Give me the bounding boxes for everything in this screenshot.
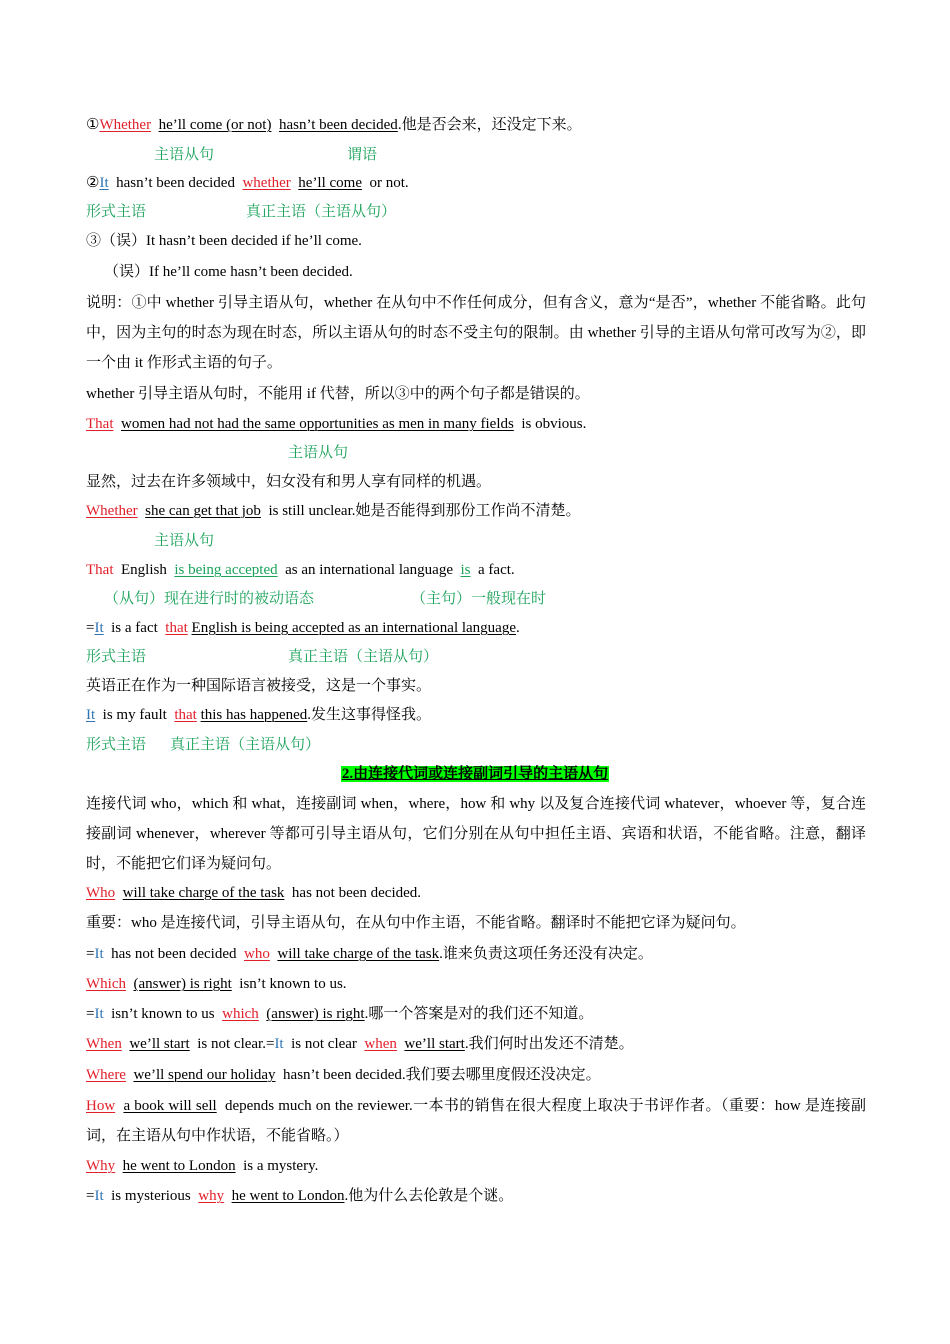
example-sentence-4: [86, 501, 864, 521]
subject-clause: he’ll come (or not): [158, 117, 272, 133]
subject-clause: we’ll start: [129, 1036, 190, 1052]
connective-word: Who: [86, 885, 116, 901]
subject-clause: she can get that job: [145, 503, 261, 519]
explanation-paragraph-3: 连接代词 who，which 和 what，连接副词 when，where，how 和 why 以及复合连接代词 whatever，whoever 等，复合连接副词 whenever，wherever 等都可引导主语从句，它们分别在从句中担任主语、宾语和状语，不能省略。注意，翻译时，不能把它们译为疑问句。: [86, 796, 866, 872]
example-sentence-15: [86, 1156, 864, 1176]
predicate: hasn’t been decided: [278, 117, 398, 133]
main-predicate: is my fault: [102, 707, 167, 723]
subject-clause: (answer) is right: [133, 976, 232, 992]
example-sentence-13: [86, 1065, 864, 1085]
wrong-example-1: ③（误）It hasn’t been decided if he’ll come.: [86, 233, 362, 249]
sentence-tail: .谁来负责这项任务还没有决定。: [439, 946, 653, 962]
connective-word: which: [222, 1006, 259, 1022]
connective-word: Why: [86, 1158, 116, 1174]
connective-word: Which: [86, 976, 126, 992]
note-predicate: 谓语: [347, 147, 378, 163]
clause-subject: English: [121, 562, 167, 578]
connective-word: Whether: [86, 503, 138, 519]
formal-subject-it: It: [99, 175, 109, 191]
subject-clause: he went to London: [122, 1158, 236, 1174]
sentence-tail: .他为什么去伦敦是个谜。: [344, 1188, 514, 1204]
connective-word: That: [86, 562, 114, 578]
connective-word: How: [86, 1098, 116, 1114]
note-clause-tense: （从句）现在进行时的被动语态: [104, 591, 315, 607]
translation: 显然，过去在许多领域中，妇女没有和男人享有同样的机遇。: [86, 474, 492, 490]
main-predicate: hasn’t been decided: [116, 175, 235, 191]
subject-clause: he went to London: [231, 1188, 345, 1204]
subject-clause: this has happened: [200, 707, 308, 723]
example-sentence-11: [86, 1004, 864, 1024]
example-sentence-2: [86, 173, 864, 193]
formal-subject-it: It: [94, 1006, 104, 1022]
sentence-tail: .: [516, 620, 520, 636]
clause-rest: as an international language: [285, 562, 453, 578]
example-sentence-5: [86, 560, 864, 580]
equals-sign: =: [86, 946, 95, 962]
note-main-tense: （主句）一般现在时: [411, 591, 547, 607]
connective-word: whether: [242, 175, 291, 191]
connective-word: that: [165, 620, 188, 636]
example-sentence-14: [86, 1091, 866, 1151]
sentence-tail: is still unclear.她是否能得到那份工作尚不清楚。: [268, 503, 581, 519]
example-sentence-1: [86, 115, 864, 135]
formal-subject-it: It: [94, 620, 104, 636]
note-real-subject: 真正主语（主语从句）: [246, 204, 397, 220]
sentence-tail: or not.: [369, 175, 409, 191]
example-sentence-7: [86, 705, 864, 725]
sentence-tail: isn’t known to us.: [239, 976, 347, 992]
connective-word: Where: [86, 1067, 126, 1083]
main-predicate: is a fact: [111, 620, 158, 636]
sentence-tail: is obvious.: [521, 416, 587, 432]
sentence-tail: depends much on the reviewer.一本书的销售在很大程度上取决于书评作者。（重要：how 是连接副词，在主语从句中作状语，不能省略。）: [86, 1098, 867, 1144]
main-verb: is: [460, 562, 471, 578]
formal-subject-it: It: [274, 1036, 284, 1052]
main-predicate: is not clear.=: [197, 1036, 275, 1052]
example-sentence-16: [86, 1186, 864, 1206]
sentence-tail: is a mystery.: [243, 1158, 319, 1174]
main-predicate-2: is not clear: [291, 1036, 357, 1052]
formal-subject-it: It: [94, 1188, 104, 1204]
example-sentence-3: [86, 414, 864, 434]
note-subject-clause: 主语从句: [288, 445, 349, 461]
clause-verb: is being accepted: [174, 562, 278, 578]
equals-sign: =: [86, 1006, 95, 1022]
sentence-tail: .哪一个答案是对的我们还不知道。: [364, 1006, 594, 1022]
translation: 英语正在作为一种国际语言被接受，这是一个事实。: [86, 678, 432, 694]
formal-subject-it: It: [86, 707, 96, 723]
circled-number: ①: [86, 117, 100, 133]
sentence-tail: .他是否会来，还没定下来。: [397, 117, 582, 133]
subject-clause-2: we’ll start: [404, 1036, 465, 1052]
note-formal-subject: 形式主语: [86, 649, 147, 665]
example-sentence-6: [86, 618, 864, 638]
example-sentence-12: [86, 1034, 864, 1054]
sentence-tail: .我们何时出发还不清楚。: [464, 1036, 634, 1052]
note-formal-subject: 形式主语: [86, 737, 147, 753]
example-sentence-9: [86, 944, 864, 964]
section-heading: [0, 763, 950, 785]
sentence-tail: hasn’t been decided.我们要去哪里度假还没决定。: [283, 1067, 601, 1083]
note-subject-clause: 主语从句: [154, 533, 215, 549]
subject-clause: English is being accepted as an international language: [191, 620, 517, 636]
note-formal-subject: 形式主语: [86, 204, 147, 220]
subject-clause: women had not had the same opportunities as men in many fields: [121, 416, 514, 432]
important-note: 重要：who 是连接代词，引导主语从句，在从句中作主语，不能省略。翻译时不能把它译为疑问句。: [86, 915, 746, 931]
circled-number: ②: [86, 175, 100, 191]
connective-word-2: when: [364, 1036, 397, 1052]
section-heading-text: 2.由连接代词或连接副词引导的主语从句: [341, 766, 609, 782]
wrong-example-2: （误）If he’ll come hasn’t been decided.: [104, 264, 353, 280]
subject-clause: a book will sell: [123, 1098, 217, 1114]
connective-word: When: [86, 1036, 122, 1052]
note-real-subject: 真正主语（主语从句）: [288, 649, 439, 665]
sentence-tail: a fact.: [478, 562, 515, 578]
connective-word: that: [174, 707, 197, 723]
subject-clause: will take charge of the task: [122, 885, 285, 901]
sentence-tail: .发生这事得怪我。: [307, 707, 431, 723]
main-predicate: isn’t known to us: [111, 1006, 215, 1022]
note-subject-clause: 主语从句: [154, 147, 215, 163]
subject-clause: we’ll spend our holiday: [133, 1067, 276, 1083]
subject-clause: he’ll come: [298, 175, 363, 191]
explanation-paragraph-2: whether 引导主语从句时，不能用 if 代替，所以③中的两个句子都是错误的。: [86, 386, 590, 402]
subject-clause: will take charge of the task: [277, 946, 440, 962]
connective-word: why: [198, 1188, 225, 1204]
note-real-subject: 真正主语（主语从句）: [170, 737, 321, 753]
explanation-paragraph-1: 说明：①中 whether 引导主语从句，whether 在从句中不作任何成分，但有含义，意为“是否”，whether 不能省略。此句中，因为主句的时态为现在时态，所以主语从句的时态不受主句的限制。由 whether 引导的主语从句常可改写为②，即一个由 it 作形式主语的句子。: [86, 295, 866, 371]
connective-word: That: [86, 416, 114, 432]
connective-word: Whether: [99, 117, 152, 133]
equals-sign: =: [86, 620, 95, 636]
example-sentence-10: [86, 974, 864, 994]
formal-subject-it: It: [94, 946, 104, 962]
sentence-tail: has not been decided.: [291, 885, 422, 901]
main-predicate: is mysterious: [111, 1188, 191, 1204]
connective-word: who: [244, 946, 270, 962]
subject-clause: (answer) is right: [266, 1006, 365, 1022]
main-predicate: has not been decided: [111, 946, 237, 962]
equals-sign: =: [86, 1188, 95, 1204]
example-sentence-8: [86, 883, 864, 903]
